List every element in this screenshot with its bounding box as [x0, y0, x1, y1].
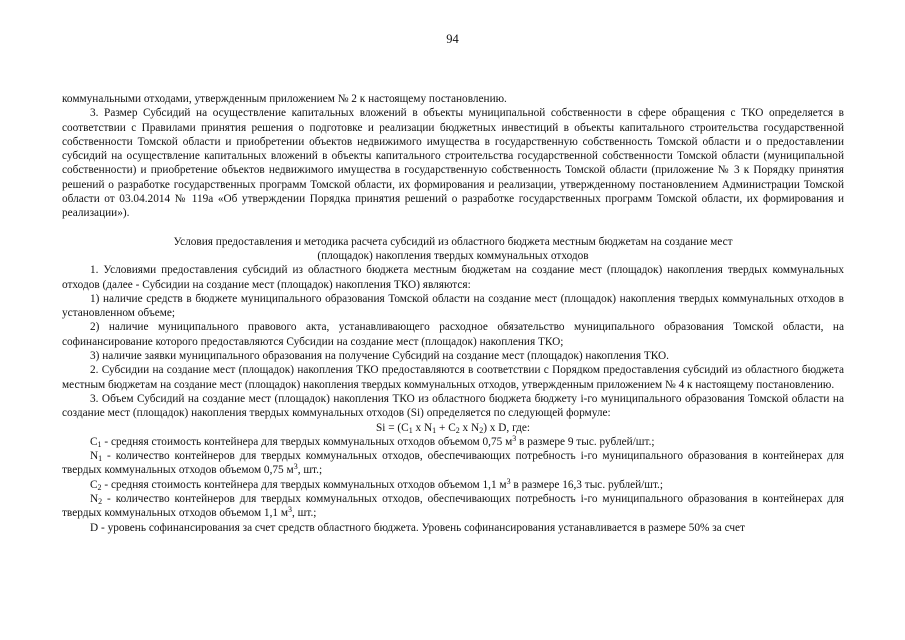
paragraph: 3. Объем Субсидий на создание мест (площадок) накопления ТКО из областного бюджета бюджету i-го муниципального образования Томской области на создание мест (площадок) накопления твердых коммунальных отходов (Si) определяется по следующей формуле:	[62, 392, 844, 420]
paragraph: 3. Размер Субсидий на осуществление капитальных вложений в объекты муниципальной собственности в сфере обращения с ТКО определяется в соответствии с Правилами принятия решения о подготовке и реализации бюджетных инвестиций в объекты капитального строительства государственной собственности Томской области и приобретении объектов недвижимого имущества в государственную собственность Томской области и о предоставлении субсидий на осуществление капитальных вложений в объекты капитального строительства государственной собственности Томской области (муниципальной собственности) и приобретение объектов недвижимого имущества в государственную собственность Томской области (приложение № 3 к Порядку принятия решений о разработке государственных программ Томской области, их формирования и реализации, утвержденному постановлением Администрации Томской области от 03.04.2014 № 119а «Об утверждении Порядка принятия решений о разработке государственных программ Томской области, их формирования и реализации»).	[62, 107, 844, 220]
definition-c2: $C_2$ - средняя стоимость контейнера для твердых коммунальных отходов объемом 1,1 $м^3$ в размере 16,3 тыс. рублей/шт.;	[90, 476, 664, 492]
paragraph: 1) наличие средств в бюджете муниципального образования Томской области на создание мест (площадок) накопления твердых коммунальных отходов в установленном объеме;	[62, 292, 844, 320]
definition-c1: $C_1$ - средняя стоимость контейнера для твердых коммунальных отходов объемом 0,75 $м^3$ в размере 9 тыс. рублей/шт.;	[90, 433, 655, 449]
definition-d: D - уровень софинансирования за счет средств областного бюджета. Уровень софинансирования устанавливается в размере 50% за счет	[90, 521, 745, 534]
spacer	[62, 221, 844, 235]
paragraph: 3) наличие заявки муниципального образования на получение Субсидий на создание мест (площадок) накопления ТКО.	[90, 350, 669, 363]
document-body	[62, 92, 844, 535]
paragraph: 1. Условиями предоставления субсидий из областного бюджета местным бюджетам на создание мест (площадок) накопления твердых коммунальных отходов (далее - Субсидии на создание мест (площадок) накопления ТКО) являются:	[62, 264, 844, 291]
section-heading-line: (площадок) накопления твердых коммунальных отходов	[317, 249, 589, 262]
paragraph: 2. Субсидии на создание мест (площадок) накопления ТКО предоставляются в соответствии с Порядком предоставления субсидий из областного бюджета местным бюджетам на создание мест (площадок) накопления твердых коммунальных отходов, утвержденным приложением № 4 к настоящему постановлению.	[62, 364, 844, 391]
paragraph: 2) наличие муниципального правового акта, устанавливающего расходное обязательство муниципального образования Томской области, на софинансирование которого предоставляются Субсидии на создание мест (площадок) накопления ТКО;	[62, 321, 844, 348]
page-number: 94	[446, 32, 459, 46]
section-heading	[62, 235, 844, 264]
definition-n2: $N_2$ - количество контейнеров для твердых коммунальных отходов, обеспечивающих потребность i-го муниципального образования в контейнерах для твердых коммунальных отходов объемом 1,1 $м^3$, шт.;	[62, 493, 844, 520]
formula: $Si = (C_1$ x $N_1 + C_2$ x $N_2$) x D, где:	[375, 421, 531, 435]
section-heading-line: Условия предоставления и методика расчета субсидий из областного бюджета местным бюджетам на создание мест	[173, 235, 733, 248]
definition-n1: $N_1$ - количество контейнеров для твердых коммунальных отходов, обеспечивающих потребность i-го муниципального образования в контейнерах для твердых коммунальных отходов объемом 0,75 $м^3$, шт.;	[62, 450, 844, 477]
paragraph: коммунальными отходами, утвержденным приложением № 2 к настоящему постановлению.	[62, 93, 507, 105]
